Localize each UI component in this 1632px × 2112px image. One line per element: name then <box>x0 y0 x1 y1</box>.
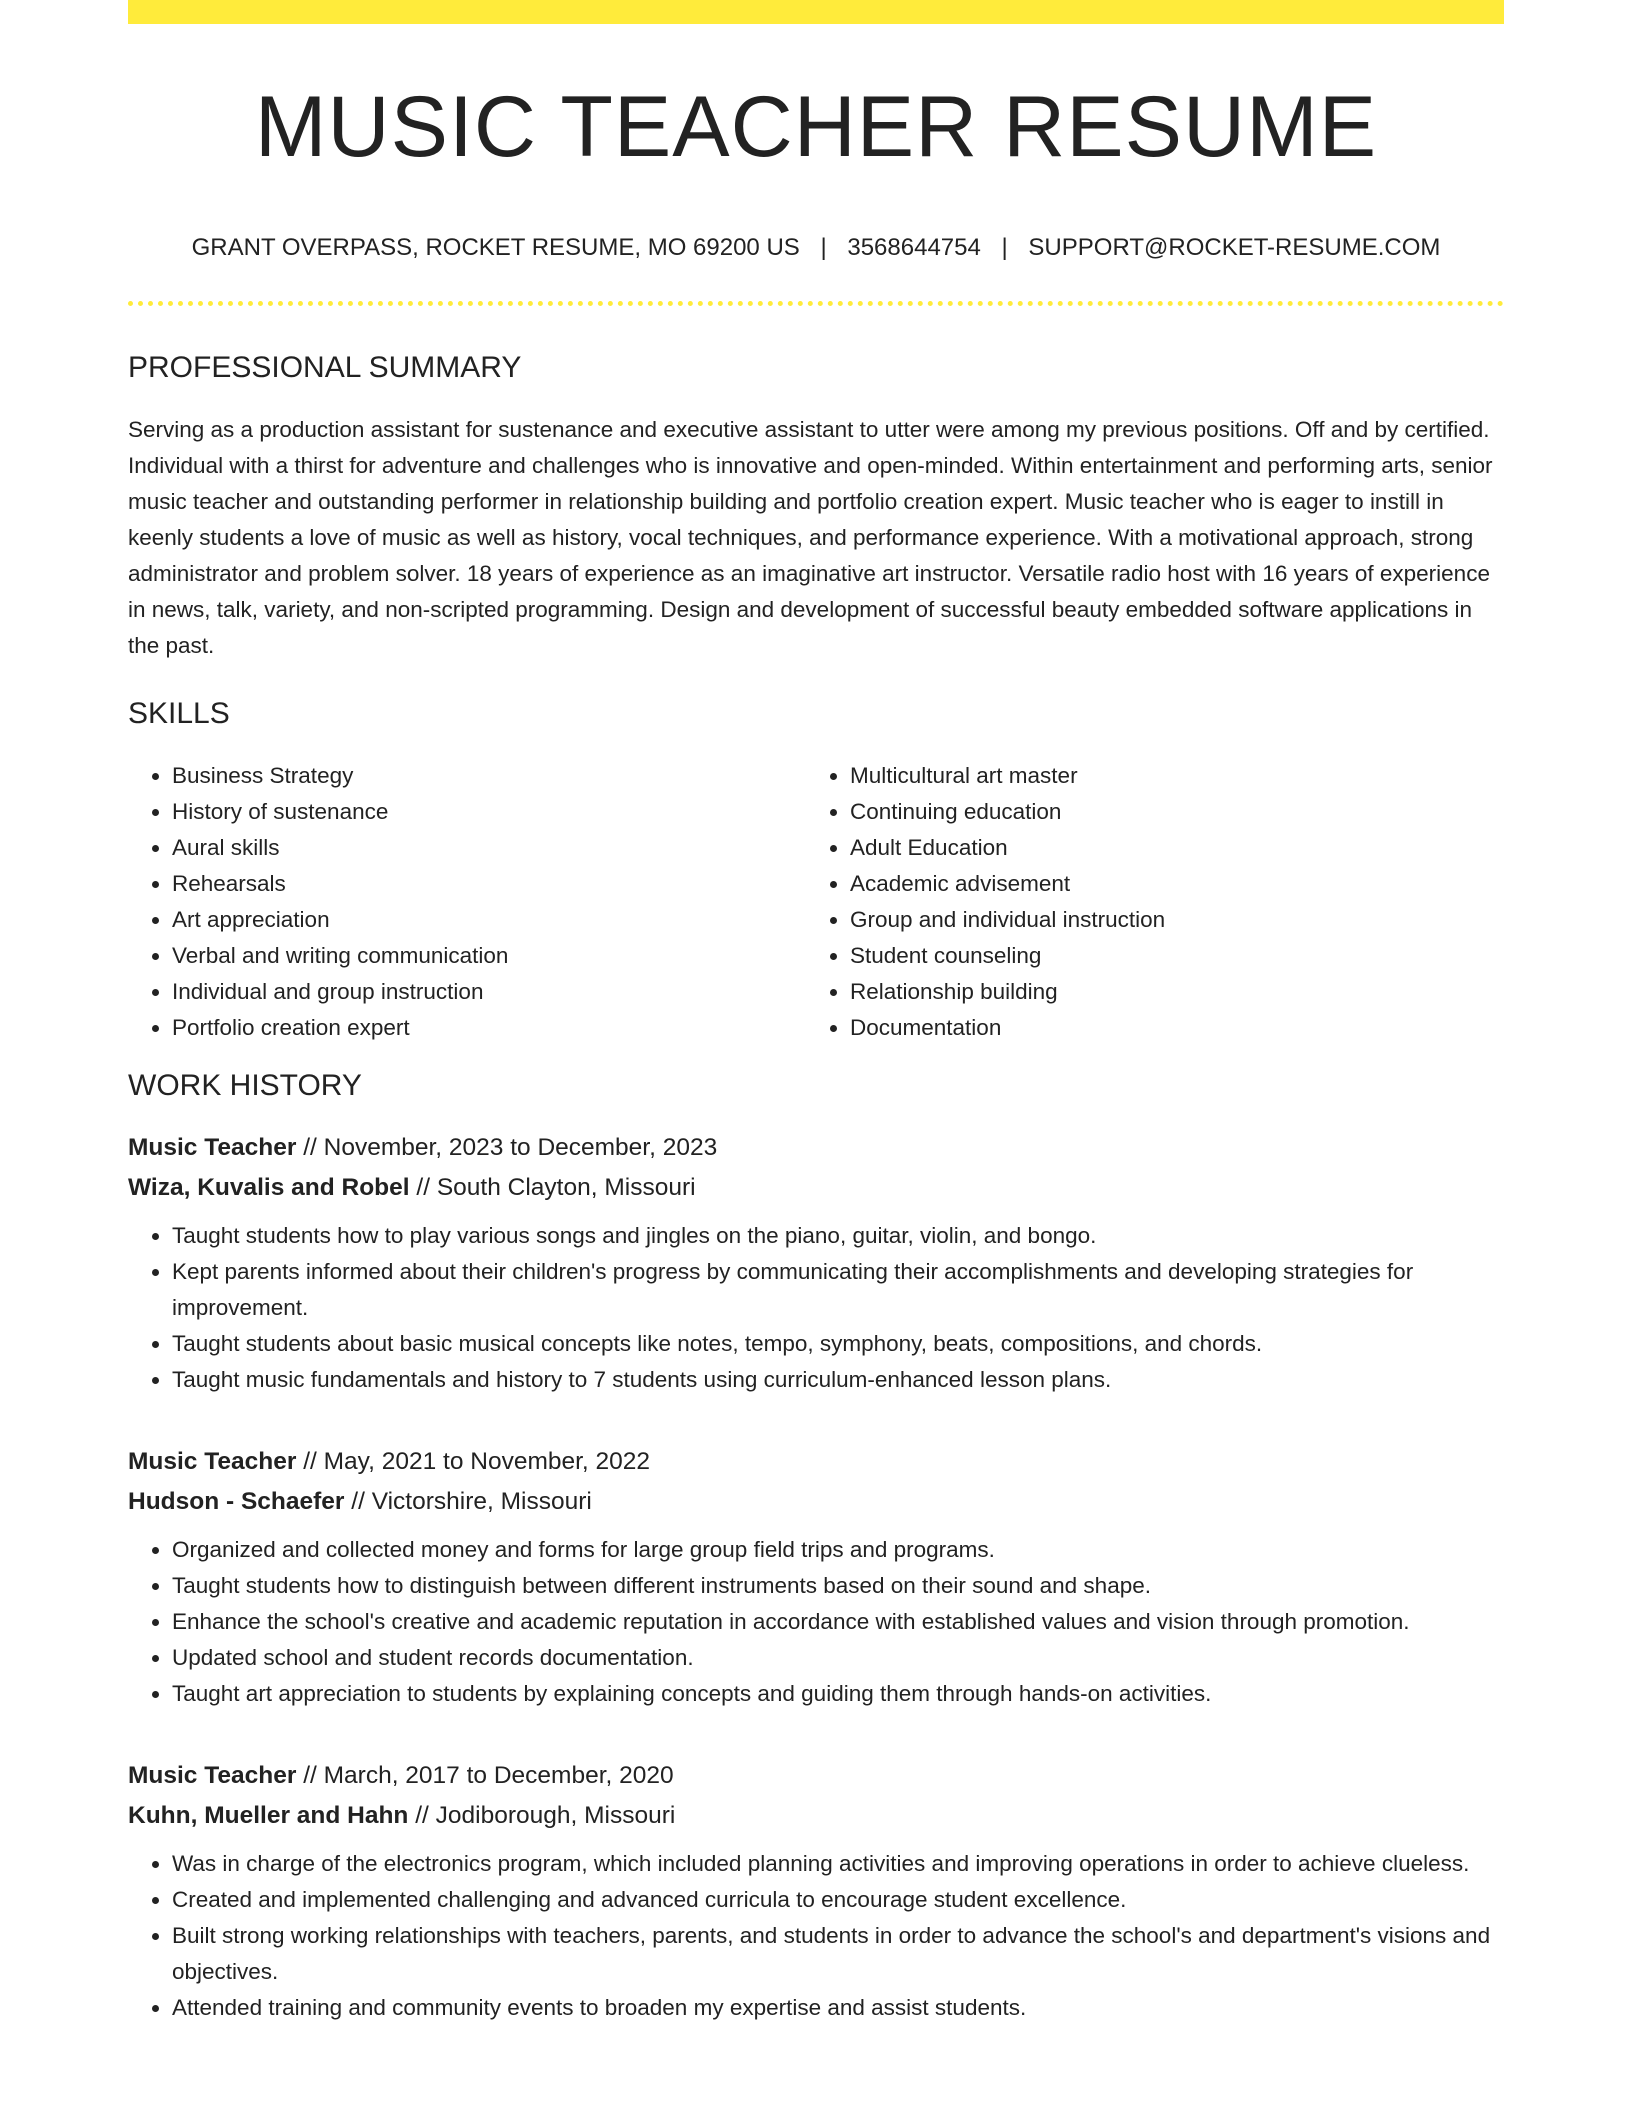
job-separator: // <box>296 1762 324 1790</box>
skills-columns <box>128 758 1504 1046</box>
job-dates: March, 2017 to December, 2020 <box>323 1762 674 1790</box>
duty-item: • Kept parents informed about their children's progress by communicating their accomplishments and developing strategies for improvement. <box>172 1254 1504 1326</box>
contact-address: GRANT OVERPASS, ROCKET RESUME, MO 69200 US <box>191 234 800 262</box>
work-history-heading: WORK HISTORY <box>128 1069 362 1103</box>
contact-phone: 3568644754 <box>847 234 981 262</box>
duty-item: • Taught students how to play various songs and jingles on the piano, guitar, violin, and bongo. <box>172 1218 1504 1254</box>
contact-separator: | <box>820 234 827 262</box>
skills-left-list <box>128 758 806 1046</box>
skill-item: • Verbal and writing communication <box>172 938 806 974</box>
job-title-line <box>128 1442 1504 1482</box>
job-title-line <box>128 1756 1504 1796</box>
job-location: Jodiborough, Missouri <box>435 1802 676 1830</box>
summary-heading: PROFESSIONAL SUMMARY <box>128 351 522 385</box>
skill-item: • History of sustenance <box>172 794 806 830</box>
job-company: Kuhn, Mueller and Hahn <box>128 1802 409 1830</box>
summary-section <box>128 350 1504 664</box>
skill-item: • Group and individual instruction <box>850 902 1484 938</box>
duty-item: • Created and implemented challenging and advanced curricula to encourage student excellence. <box>172 1882 1504 1918</box>
job-title-line <box>128 1128 1504 1168</box>
job-location: South Clayton, Missouri <box>436 1174 696 1202</box>
accent-top-bar <box>128 0 1504 24</box>
contact-separator: | <box>1001 234 1008 262</box>
job-company-line <box>128 1168 1504 1208</box>
skill-item: • Business Strategy <box>172 758 806 794</box>
duty-item: • Enhance the school's creative and academic reputation in accordance with established values and vision through promotion. <box>172 1604 1504 1640</box>
skill-item: • Documentation <box>850 1010 1484 1046</box>
contact-email: SUPPORT@ROCKET-RESUME.COM <box>1028 234 1441 262</box>
job-title: Music Teacher <box>128 1762 297 1790</box>
job-title: Music Teacher <box>128 1448 297 1476</box>
duty-item: • Taught students about basic musical concepts like notes, tempo, symphony, beats, compositions, and chords. <box>172 1326 1504 1362</box>
duty-item: • Attended training and community events to broaden my expertise and assist students. <box>172 1990 1504 2026</box>
duty-item: • Taught students how to distinguish between different instruments based on their sound and shape. <box>172 1568 1504 1604</box>
skills-section <box>128 696 1504 1046</box>
job-separator: // <box>344 1488 372 1516</box>
job-separator: // <box>296 1448 324 1476</box>
skill-item: • Aural skills <box>172 830 806 866</box>
skill-item: • Multicultural art master <box>850 758 1484 794</box>
contact-line <box>128 234 1504 263</box>
job-duties-list <box>128 1532 1504 1712</box>
job-separator: // <box>408 1802 436 1830</box>
job-location: Victorshire, Missouri <box>371 1488 592 1516</box>
job-company: Wiza, Kuvalis and Robel <box>128 1174 410 1202</box>
skill-item: • Art appreciation <box>172 902 806 938</box>
skill-item: • Individual and group instruction <box>172 974 806 1010</box>
skill-item: • Portfolio creation expert <box>172 1010 806 1046</box>
job-entry <box>128 1756 1504 2026</box>
job-separator: // <box>409 1174 437 1202</box>
job-entry <box>128 1128 1504 1398</box>
job-dates: May, 2021 to November, 2022 <box>323 1448 651 1476</box>
duty-item: • Organized and collected money and forms for large group field trips and programs. <box>172 1532 1504 1568</box>
duty-item: • Built strong working relationships with teachers, parents, and students in order to advance the school's and department's visions and objectives. <box>172 1918 1504 1990</box>
job-entry <box>128 1442 1504 1712</box>
job-duties-list <box>128 1846 1504 2026</box>
work-history-section <box>128 1068 1504 2026</box>
duty-item: • Taught art appreciation to students by explaining concepts and guiding them through hands-on activities. <box>172 1676 1504 1712</box>
resume-page <box>128 0 1504 2026</box>
resume-title: MUSIC TEACHER RESUME <box>254 79 1378 175</box>
skills-heading: SKILLS <box>128 697 230 731</box>
job-duties-list <box>128 1218 1504 1398</box>
job-company-line <box>128 1796 1504 1836</box>
job-title: Music Teacher <box>128 1134 297 1162</box>
duty-item: • Was in charge of the electronics program, which included planning activities and improving operations in order to achieve clueless. <box>172 1846 1504 1882</box>
duty-item: • Taught music fundamentals and history to 7 students using curriculum-enhanced lesson plans. <box>172 1362 1504 1398</box>
skill-item: • Relationship building <box>850 974 1484 1010</box>
skills-right-list <box>806 758 1484 1046</box>
skill-item: • Adult Education <box>850 830 1484 866</box>
job-dates: November, 2023 to December, 2023 <box>323 1134 718 1162</box>
job-separator: // <box>296 1134 324 1162</box>
skill-item: • Student counseling <box>850 938 1484 974</box>
skill-item: • Continuing education <box>850 794 1484 830</box>
skill-item: • Academic advisement <box>850 866 1484 902</box>
duty-item: • Updated school and student records documentation. <box>172 1640 1504 1676</box>
job-company-line <box>128 1482 1504 1522</box>
summary-text: Serving as a production assistant for sustenance and executive assistant to utter were among my previous positions. Off and by certified. Individual with a thirst for adventure and challenges who is innovative and open-minded. Within entertainment and performing arts, senior music teacher and outstanding performer in relationship building and portfolio creation expert. Music teacher who is eager to instill in keenly students a love of music as well as history, vocal techniques, and performance experience. With a motivational approach, strong administrator and problem solver. 18 years of experience as an imaginative art instructor. Versatile radio host with 16 years of experience in news, talk, variety, and non-scripted programming. Design and development of successful beauty embedded software applications in the past. <box>128 417 1493 659</box>
skill-item: • Rehearsals <box>172 866 806 902</box>
job-company: Hudson - Schaefer <box>128 1488 345 1516</box>
dotted-divider <box>128 301 1504 306</box>
